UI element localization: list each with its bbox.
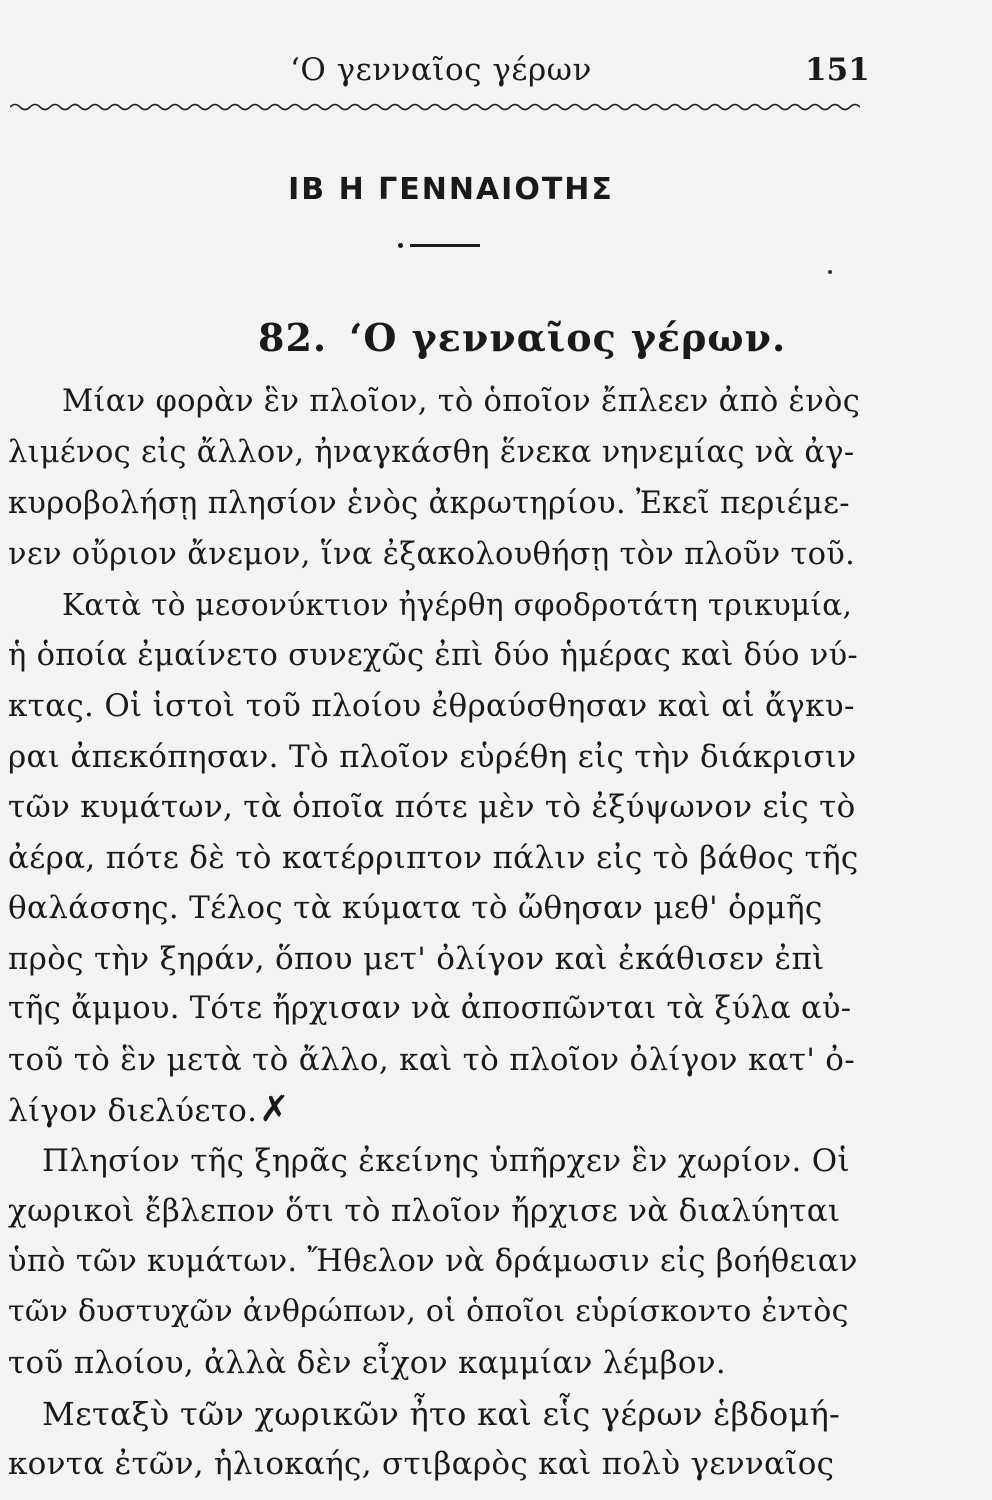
text-line: Πλησίον τῆς ξηρᾶς ἐκείνης ὑπῆρχεν ἓν χωρίον. Οἱ (42, 1143, 850, 1179)
running-title: ‘Ο γενναῖος γέρων (290, 52, 592, 88)
text-line: Μεταξὺ τῶν χωρικῶν ἦτο καὶ εἷς γέρων ἑβδομή- (42, 1395, 841, 1433)
section-heading: ΙΒ Η ΓΕΝΝΑΙΟΤΗΣ (288, 172, 614, 207)
text-line: τοῦ πλοίου, ἀλλὰ δὲν εἶχον καμμίαν λέμβον. (8, 1345, 727, 1381)
text-line: ραι ἀπεκόπησαν. Τὸ πλοῖον εὑρέθη εἰς τὴν διάκρισιν (8, 739, 857, 775)
text-line: θαλάσσης. Τέλος τὰ κύματα τὸ ὤθησαν μεθ' ὁρμῆς (8, 890, 823, 926)
text-line: ἀέρα, πότε δὲ τὸ κατέρριπτον πάλιν εἰς τὸ βάθος τῆς (8, 840, 859, 876)
text-line: Μίαν φορὰν ἓν πλοῖον, τὸ ὁποῖον ἔπλεεν ἀπὸ ἑνὸς (62, 384, 861, 419)
text-line: ὑπὸ τῶν κυμάτων. Ἤθελον νὰ δράμωσιν εἰς βοήθειαν (8, 1244, 858, 1279)
text-line: ἡ ὁποία ἐμαίνετο συνεχῶς ἐπὶ δύο ἡμέρας καὶ δύο νύ- (8, 638, 859, 673)
text-line: τῶν δυστυχῶν ἀνθρώπων, οἱ ὁποῖοι εὑρίσκοντο ἐντὸς (8, 1294, 849, 1329)
text-line: τοῦ τὸ ἓν μετὰ τὸ ἄλλο, καὶ τὸ πλοῖον ὀλίγον κατ' ὀ- (8, 1042, 856, 1078)
text-line: Κατὰ τὸ μεσονύκτιον ἠγέρθη σφοδροτάτη τρικυμία, (62, 588, 853, 622)
handwritten-x-mark: ✗ (259, 1089, 290, 1130)
text-line: κυροβολήσῃ πλησίον ἑνὸς ἀκρωτηρίου. Ἐκεῖ περιέμε- (8, 486, 850, 521)
text-line: νεν οὔριον ἄνεμον, ἵνα ἐξακολουθήσῃ τὸν πλοῦν τοῦ. (8, 537, 856, 572)
text-line: κτας. Οἱ ἱστοὶ τοῦ πλοίου ἐθραύσθησαν καὶ αἱ ἄγκυ- (8, 688, 855, 724)
text-line: τῶν κυμάτων, τὰ ὁποῖα πότε μὲν τὸ ἐξύψωνον εἰς τὸ (8, 789, 856, 825)
text-line: κοντα ἐτῶν, ἡλιοκαής, στιβαρὸς καὶ πολὺ γενναῖος (8, 1446, 835, 1482)
text-line-last (8, 1089, 290, 1130)
text-line: πρὸς τὴν ξηράν, ὅπου μετ' ὀλίγον καὶ ἐκάθισεν ἐπὶ (8, 941, 825, 977)
story-title-text: ‘Ο γενναῖος γέρων. (349, 315, 787, 360)
text-line: χωρικοὶ ἔβλεπον ὅτι τὸ πλοῖον ἤρχισε νὰ διαλύηται (8, 1193, 841, 1229)
text-line: τῆς ἄμμου. Τότε ἤρχισαν νὰ ἀποσπῶνται τὰ ξύλα αὐ- (8, 991, 852, 1026)
text-line-text: λίγον διελύετο. (8, 1093, 258, 1129)
page-number: 151 (805, 52, 870, 88)
story-number: 82. (258, 315, 328, 360)
text-line: λιμένος εἰς ἄλλον, ἠναγκάσθη ἕνεκα νηνεμίας νὰ ἀγ- (8, 435, 855, 470)
